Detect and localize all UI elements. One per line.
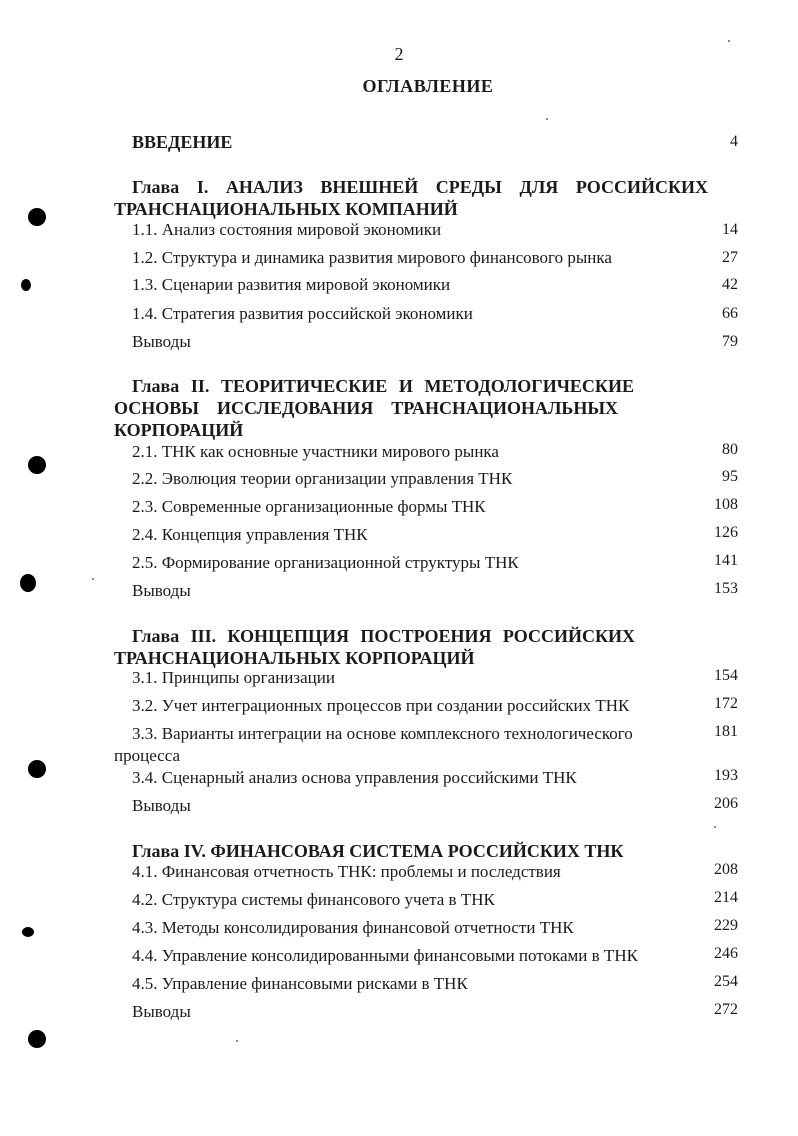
- chapter-heading: Глава III. КОНЦЕПЦИЯ ПОСТРОЕНИЯ РОССИЙСКИХ: [132, 626, 635, 646]
- toc-item-page: 229: [714, 917, 738, 934]
- chapter-heading: ОСНОВЫ ИССЛЕДОВАНИЯ ТРАНСНАЦИОНАЛЬНЫХ: [114, 398, 618, 418]
- toc-item-page: 208: [714, 861, 738, 878]
- toc-item-page: 181: [714, 723, 738, 740]
- toc-item-page: 108: [714, 496, 738, 513]
- chapter-heading: ТРАНСНАЦИОНАЛЬНЫХ КОМПАНИЙ: [114, 199, 458, 219]
- toc-item-conclusions[interactable]: Выводы: [132, 581, 191, 600]
- toc-item-page: 14: [722, 221, 738, 238]
- toc-item[interactable]: 3.3. Варианты интеграции на основе комплексного технологического: [132, 724, 633, 743]
- toc-item[interactable]: 2.4. Концепция управления ТНК: [132, 525, 368, 544]
- toc-item-page: 246: [714, 945, 738, 962]
- toc-item[interactable]: 1.2. Структура и динамика развития мирового финансового рынка: [132, 248, 612, 267]
- toc-item[interactable]: 4.5. Управление финансовыми рисками в ТНК: [132, 974, 468, 993]
- toc-item[interactable]: 4.3. Методы консолидирования финансовой отчетности ТНК: [132, 918, 574, 937]
- chapter-heading: ТРАНСНАЦИОНАЛЬНЫХ КОРПОРАЦИЙ: [114, 648, 475, 668]
- toc-item-page: 254: [714, 973, 738, 990]
- toc-item[interactable]: 2.3. Современные организационные формы ТНК: [132, 497, 486, 516]
- toc-item-conclusions[interactable]: Выводы: [132, 796, 191, 815]
- toc-item-page: 126: [714, 524, 738, 541]
- toc-item-page: 79: [722, 333, 738, 350]
- punch-hole: [21, 279, 31, 291]
- toc-item[interactable]: 3.4. Сценарный анализ основа управления российскими ТНК: [132, 768, 577, 787]
- scan-speck: [92, 578, 94, 580]
- toc-item-page: 42: [722, 276, 738, 293]
- punch-hole: [28, 456, 46, 474]
- toc-item-conclusions[interactable]: Выводы: [132, 1002, 191, 1021]
- scan-speck: [714, 826, 716, 828]
- toc-item-page: 141: [714, 552, 738, 569]
- toc-item-page: 272: [714, 1001, 738, 1018]
- chapter-heading: Глава II. ТЕОРИТИЧЕСКИЕ И МЕТОДОЛОГИЧЕСКИЕ: [132, 376, 634, 396]
- toc-item[interactable]: 3.1. Принципы организации: [132, 668, 335, 687]
- punch-hole: [28, 760, 46, 778]
- chapter-heading: КОРПОРАЦИЙ: [114, 420, 244, 440]
- page-number: 2: [394, 44, 404, 64]
- toc-intro-label: ВВЕДЕНИЕ: [132, 132, 233, 152]
- toc-item-continuation[interactable]: процесса: [114, 746, 181, 765]
- toc-item-page: 80: [722, 441, 738, 458]
- punch-hole: [28, 1030, 46, 1048]
- toc-item-page: 154: [714, 667, 738, 684]
- page-title: ОГЛАВЛЕНИЕ: [362, 76, 494, 96]
- chapter-heading: Глава IV. ФИНАНСОВАЯ СИСТЕМА РОССИЙСКИХ ТНК: [132, 841, 624, 861]
- toc-item-conclusions[interactable]: Выводы: [132, 332, 191, 351]
- toc-item-page: 214: [714, 889, 738, 906]
- toc-item-page: 206: [714, 795, 738, 812]
- scan-speck: [236, 1040, 238, 1042]
- toc-item[interactable]: 2.2. Эволюция теории организации управления ТНК: [132, 469, 513, 488]
- toc-item[interactable]: 1.1. Анализ состояния мировой экономики: [132, 220, 442, 239]
- toc-item-page: 27: [722, 249, 738, 266]
- punch-hole: [20, 574, 36, 592]
- toc-item-page: 66: [722, 305, 738, 322]
- toc-item[interactable]: 2.1. ТНК как основные участники мирового рынка: [132, 442, 499, 461]
- toc-item[interactable]: 2.5. Формирование организационной структуры ТНК: [132, 553, 519, 572]
- scan-speck: [728, 40, 730, 42]
- punch-hole: [22, 927, 34, 937]
- toc-item[interactable]: 1.3. Сценарии развития мировой экономики: [132, 275, 451, 294]
- toc-item[interactable]: 4.1. Финансовая отчетность ТНК: проблемы и последствия: [132, 862, 561, 881]
- toc-item-page: 153: [714, 580, 738, 597]
- scan-speck: [546, 118, 548, 120]
- toc-item[interactable]: 4.2. Структура системы финансового учета в ТНК: [132, 890, 495, 909]
- toc-intro-page: 4: [730, 133, 738, 150]
- toc-item-page: 172: [714, 695, 738, 712]
- toc-item-page: 193: [714, 767, 738, 784]
- toc-item[interactable]: 1.4. Стратегия развития российской экономики: [132, 304, 473, 323]
- toc-item[interactable]: 4.4. Управление консолидированными финансовыми потоками в ТНК: [132, 946, 638, 965]
- toc-item-page: 95: [722, 468, 738, 485]
- chapter-heading: Глава I. АНАЛИЗ ВНЕШНЕЙ СРЕДЫ ДЛЯ РОССИЙСКИХ: [132, 177, 708, 197]
- toc-intro[interactable]: [132, 132, 232, 152]
- toc-item[interactable]: 3.2. Учет интеграционных процессов при создании российских ТНК: [132, 696, 630, 715]
- punch-hole: [28, 208, 46, 226]
